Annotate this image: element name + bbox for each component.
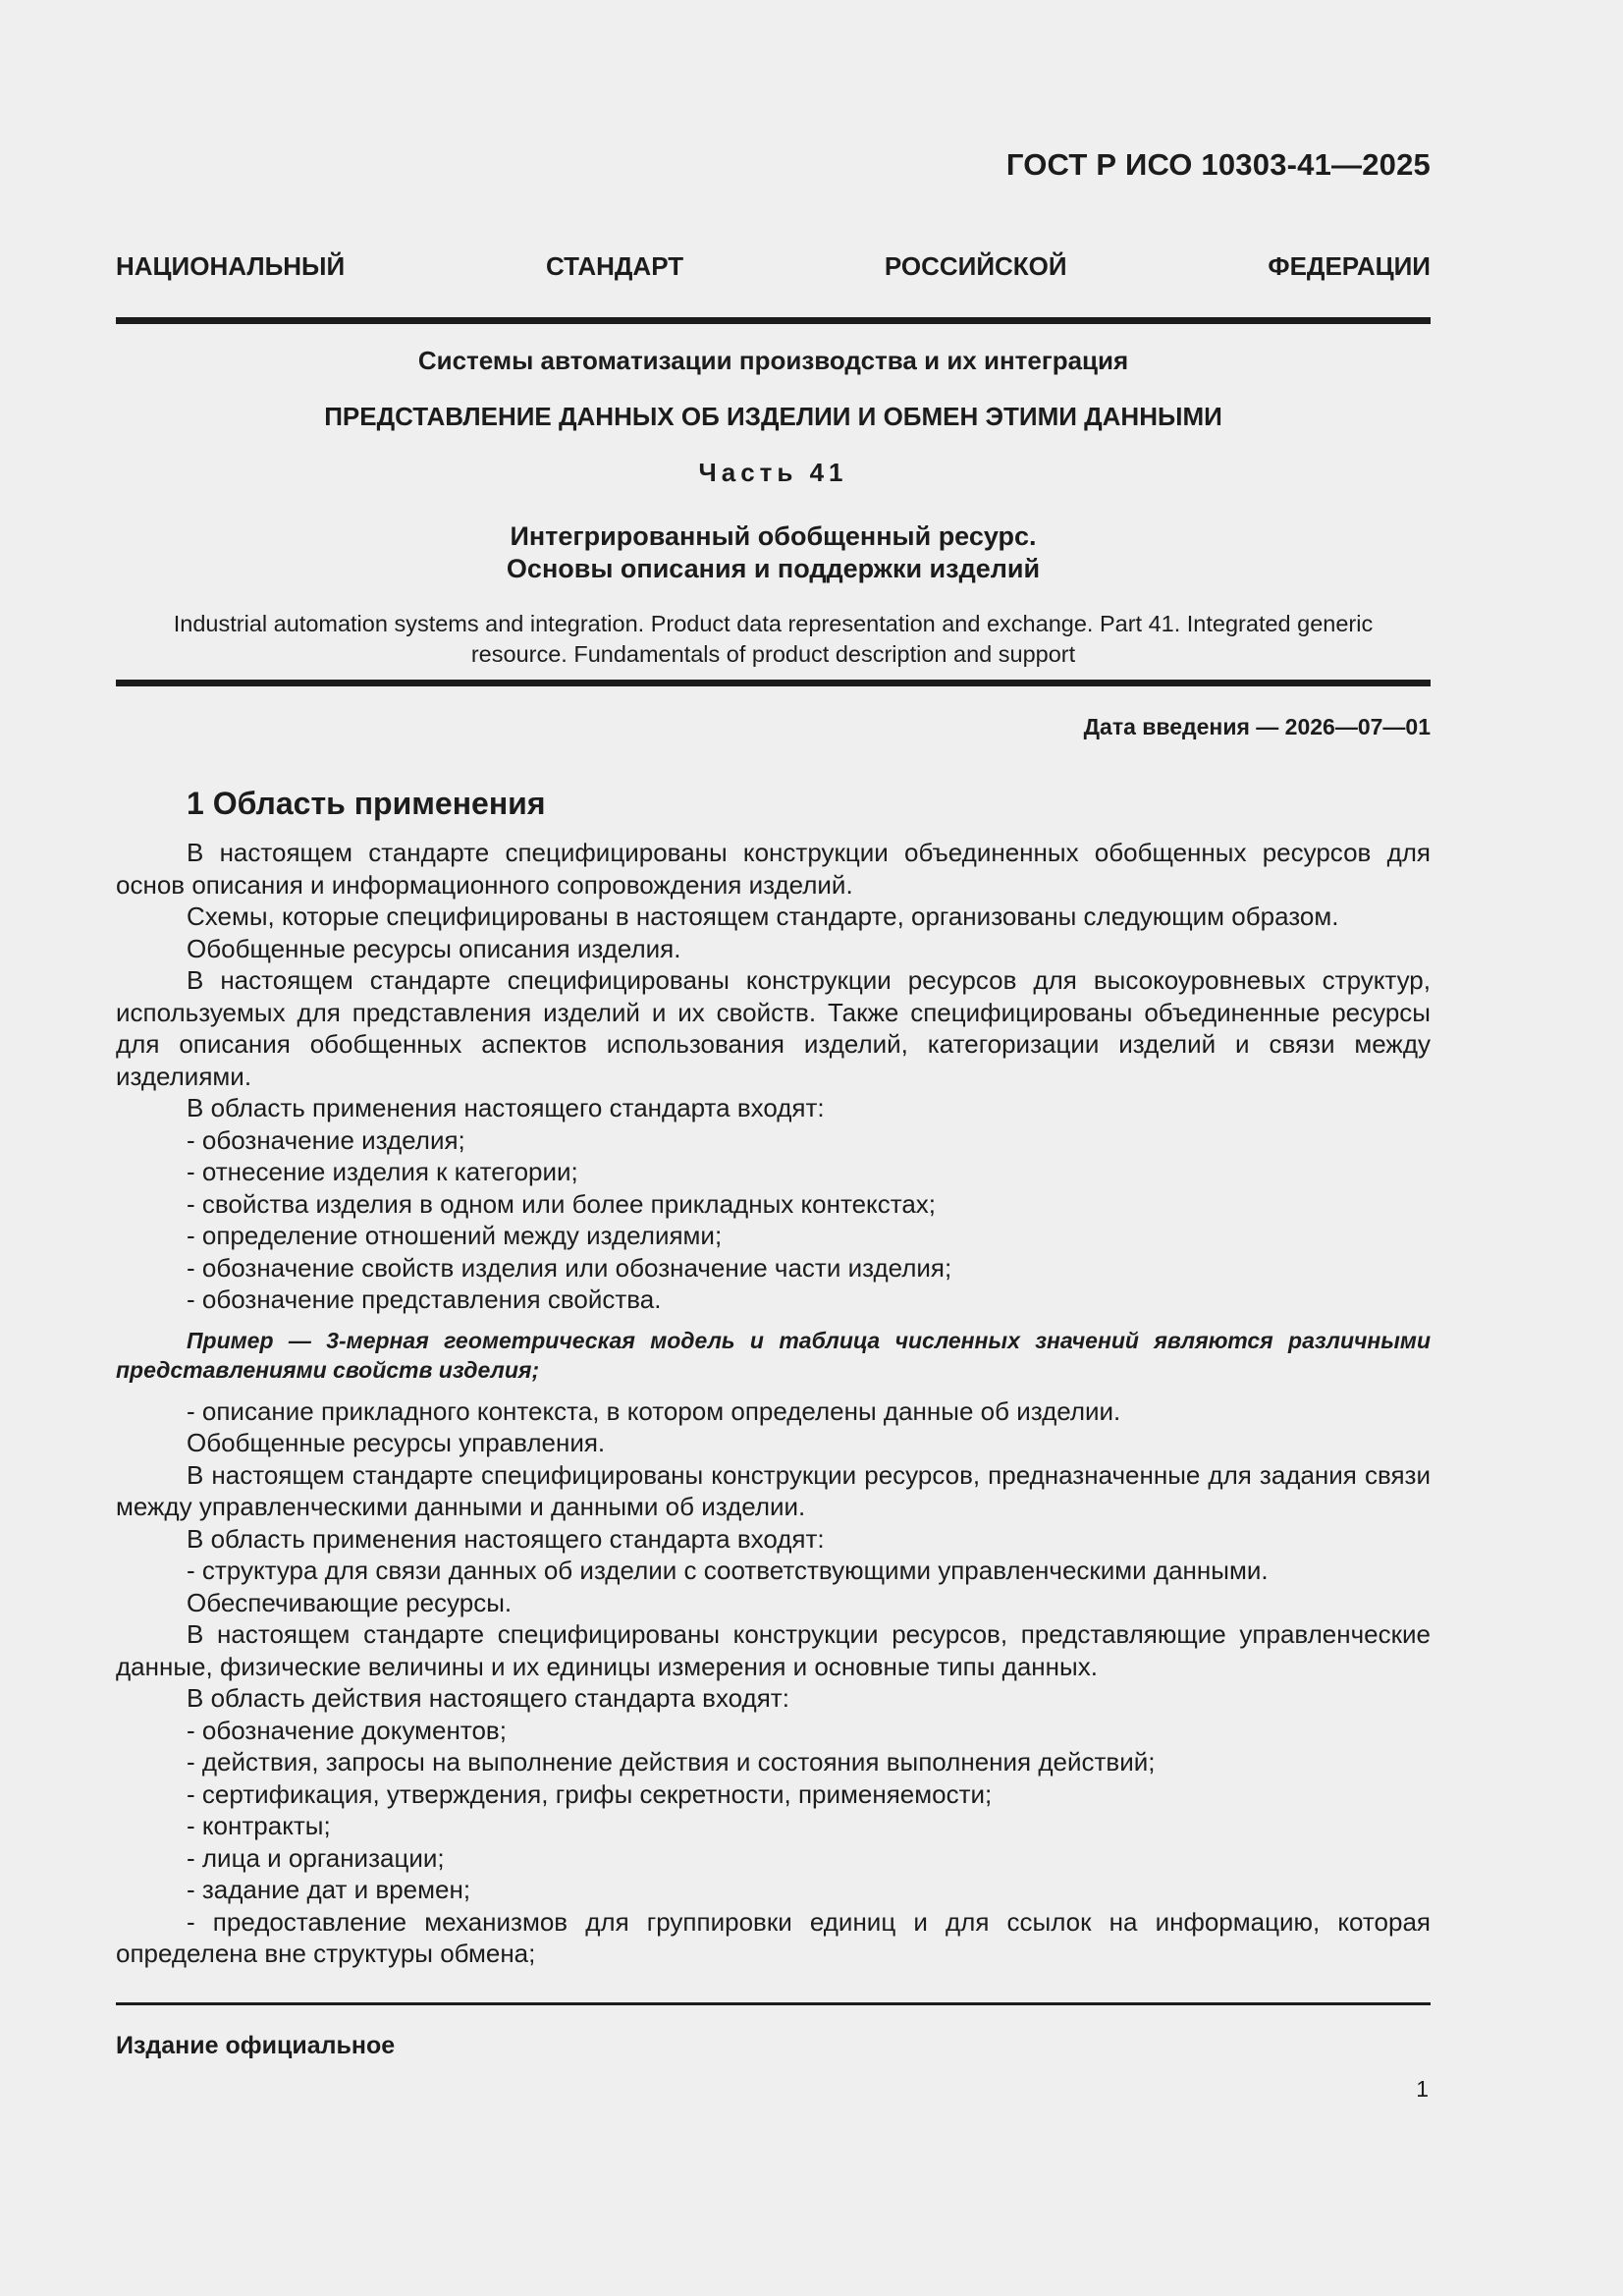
paragraph: В настоящем стандарте специфицированы конструкции ресурсов, предназначенные для задания связи между управленческими данными и данными об изделии. [116,1459,1431,1521]
list-item: - структура для связи данных об изделии с соответствующими управленческими данными. [187,1556,1269,1585]
list-item: - сертификация, утверждения, грифы секретности, применяемости; [187,1778,993,1809]
list-item: - определение отношений между изделиями; [187,1221,723,1250]
english-title-line-2: resource. Fundamentals of product description and support [470,641,1076,667]
title-bottom-divider [116,680,1431,686]
list-item: - обозначение свойств изделия или обозначение части изделия; [187,1252,952,1283]
list-item: - обозначение изделия; [187,1124,465,1155]
footer-divider [116,2002,1431,2005]
paragraph: Схемы, которые специфицированы в настоящем стандарте, организованы следующим образом. [187,902,1339,931]
paragraph: В область применения настоящего стандарта входят: [187,1523,825,1554]
list-item: - свойства изделия в одном или более прикладных контекстах; [187,1188,937,1219]
subtitle-line-1: Интегрированный обобщенный ресурс. [510,521,1037,551]
document-page [116,0,1431,2296]
top-divider [116,317,1431,324]
list-item: - контракты; [187,1811,331,1840]
paragraph: Обеспечивающие ресурсы. [187,1587,513,1617]
part-title: Часть 41 [698,458,848,487]
paragraph: Обобщенные ресурсы описания изделия. [187,933,681,963]
subtitle [116,520,1431,585]
introduction-date: Дата введения — 2026—07—01 [1083,714,1431,739]
main-title: ПРЕДСТАВЛЕНИЕ ДАННЫХ ОБ ИЗДЕЛИИ И ОБМЕН ЭТИМИ ДАННЫМИ [324,402,1222,431]
list-item: - описание прикладного контекста, в котором определены данные об изделии. [187,1395,1121,1426]
list-item: - отнесение изделия к категории; [187,1157,578,1186]
list-item: - действия, запросы на выполнение действия и состояния выполнения действий; [187,1747,1156,1777]
list-item: - лица и организации; [187,1842,445,1873]
section-body [116,837,1431,1970]
subtitle-line-2: Основы описания и поддержки изделий [506,554,1041,583]
paragraph: В область применения настоящего стандарта входят: [187,1093,825,1122]
paragraph: В настоящем стандарте специфицированы конструкции ресурсов, представляющие управленческие данные, физические величины и их единицы измерения и основные типы данных. [116,1619,1431,1681]
paragraph: В настоящем стандарте специфицированы конструкции ресурсов для высокоуровневых структур, используемых для представления изделий и их свойств. Также специфицированы объединенные ресурсы для описания обобщенных аспектов использования изделий, категоризации изделий и связи между изделиями. [116,965,1431,1091]
edition-label: Издание официальное [116,2032,396,2059]
section-heading: 1 Область применения [187,786,546,821]
example-note: Пример — 3-мерная геометрическая модель и таблица численных значений являются различными представлениями свойств изделия; [116,1327,1431,1383]
list-item: - обозначение документов; [187,1715,507,1745]
list-item: - задание дат и времен; [187,1875,471,1904]
english-title-line-1: Industrial automation systems and integration. Product data representation and exchange. Part 41. Integrated generic [173,611,1374,636]
paragraph: Обобщенные ресурсы управления. [187,1428,606,1457]
standard-number: ГОСТ Р ИСО 10303-41—2025 [1005,147,1431,182]
paragraph: - предоставление механизмов для группировки единиц и для ссылок на информацию, которая определена вне структуры обмена; [116,1906,1431,1968]
paragraph: В настоящем стандарте специфицированы конструкции объединенных обобщенных ресурсов для основ описания и информационного сопровождения изделий. [116,838,1431,900]
english-title [116,609,1431,670]
list-item: - обозначение представления свойства. [187,1285,662,1314]
page-number: 1 [1416,2076,1429,2102]
series-title: Системы автоматизации производства и их интеграция [417,346,1129,375]
paragraph: В область действия настоящего стандарта входят: [187,1683,789,1713]
national-standard-heading: НАЦИОНАЛЬНЫЙ СТАНДАРТ РОССИЙСКОЙ ФЕДЕРАЦИИ [116,251,1431,281]
